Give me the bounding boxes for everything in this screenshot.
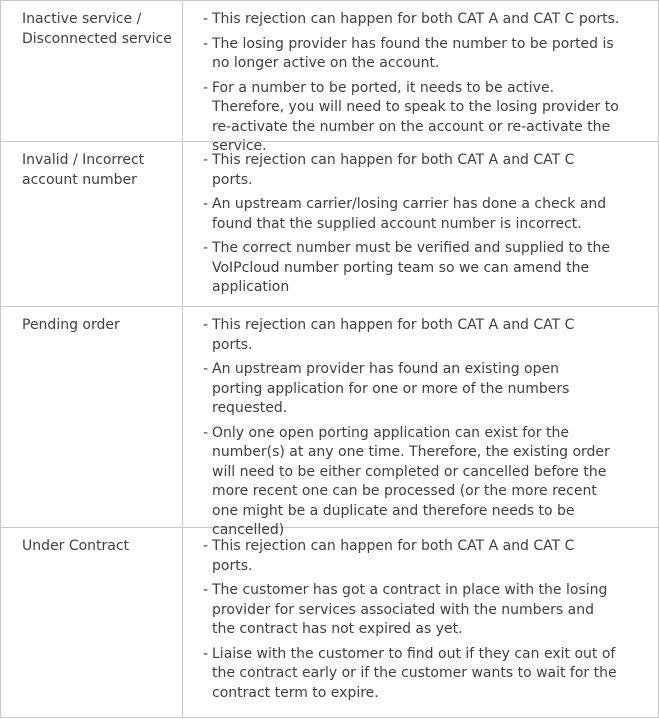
- reason-label: Pending order: [1, 307, 183, 527]
- list-item: - The customer has got a contract in place with the losing provider for services associated with the numbers and the contract has not expired as yet.: [203, 582, 608, 637]
- item-text: This rejection can happen for both CAT A and CAT C ports.: [212, 11, 620, 27]
- item-text: This rejection can happen for both CAT A and CAT C ports.: [212, 538, 575, 574]
- reason-label: Under Contract: [1, 528, 183, 717]
- list-item: - Only one open porting application can exist for the number(s) at any one time. Therefore, the existing order will need to be either completed or cancelled before the more recent one can be processed (or the more recent one might be a duplicate and therefore needs to be cancelled): [203, 424, 610, 538]
- reason-details: [184, 528, 658, 717]
- item-text: An upstream carrier/losing carrier has done a check and found that the supplied account number is incorrect.: [212, 196, 607, 232]
- reason-details: [184, 142, 658, 306]
- item-text: The customer has got a contract in place with the losing provider for services associated with the numbers and the contract has not expired as yet.: [212, 582, 608, 637]
- item-text: This rejection can happen for both CAT A and CAT C ports.: [212, 317, 575, 353]
- list-item: - This rejection can happen for both CAT A and CAT C ports.: [203, 317, 575, 353]
- item-text: Liaise with the customer to find out if they can exit out of the contract early or if the customer wants to wait for the contract term to expire.: [212, 645, 617, 701]
- list-item: - An upstream provider has found an existing open porting application for one or more of the numbers requested.: [203, 361, 570, 416]
- list-item: - Liaise with the customer to find out if they can exit out of the contract early or if the customer wants to wait for the contract term to expire.: [203, 645, 617, 701]
- item-text: For a number to be ported, it needs to be active. Therefore, you will need to speak to the losing provider to re-activate the number on the account or re-activate the service.: [212, 79, 619, 154]
- item-text: The correct number must be verified and supplied to the VoIPcloud number porting team so we can amend the application: [212, 240, 610, 295]
- table-row: [0, 307, 659, 538]
- table-row: [0, 528, 659, 718]
- item-text: The losing provider has found the number to be ported is no longer active on the account.: [212, 35, 614, 71]
- item-text: Only one open porting application can exist for the number(s) at any one time. Therefore, the existing order will need to be either completed or cancelled before the more recent one can be processed (or the more recent one might be a duplicate and therefore needs to be cancelled): [212, 424, 610, 538]
- list-item: - For a number to be ported, it needs to be active. Therefore, you will need to speak to the losing provider to re-activate the number on the account or re-activate the service.: [203, 79, 619, 154]
- list-item: - This rejection can happen for both CAT A and CAT C ports.: [203, 152, 575, 188]
- list-item: - This rejection can happen for both CAT A and CAT C ports.: [203, 538, 575, 574]
- reason-label: Invalid / Incorrect account number: [1, 142, 183, 306]
- reason-label: Inactive service / Disconnected service: [1, 1, 183, 141]
- reason-details: [184, 1, 658, 154]
- list-item: - This rejection can happen for both CAT A and CAT C ports.: [203, 11, 620, 27]
- list-item: - An upstream carrier/losing carrier has done a check and found that the supplied account number is incorrect.: [203, 196, 607, 232]
- table-row: [0, 142, 659, 307]
- list-item: - The correct number must be verified and supplied to the VoIPcloud number porting team so we can amend the application: [203, 240, 610, 295]
- table-row: [0, 0, 659, 154]
- list-item: - The losing provider has found the number to be ported is no longer active on the account.: [203, 35, 614, 71]
- item-text: An upstream provider has found an existing open porting application for one or more of the numbers requested.: [212, 361, 570, 416]
- reason-details: [184, 307, 658, 538]
- item-text: This rejection can happen for both CAT A and CAT C ports.: [212, 152, 575, 188]
